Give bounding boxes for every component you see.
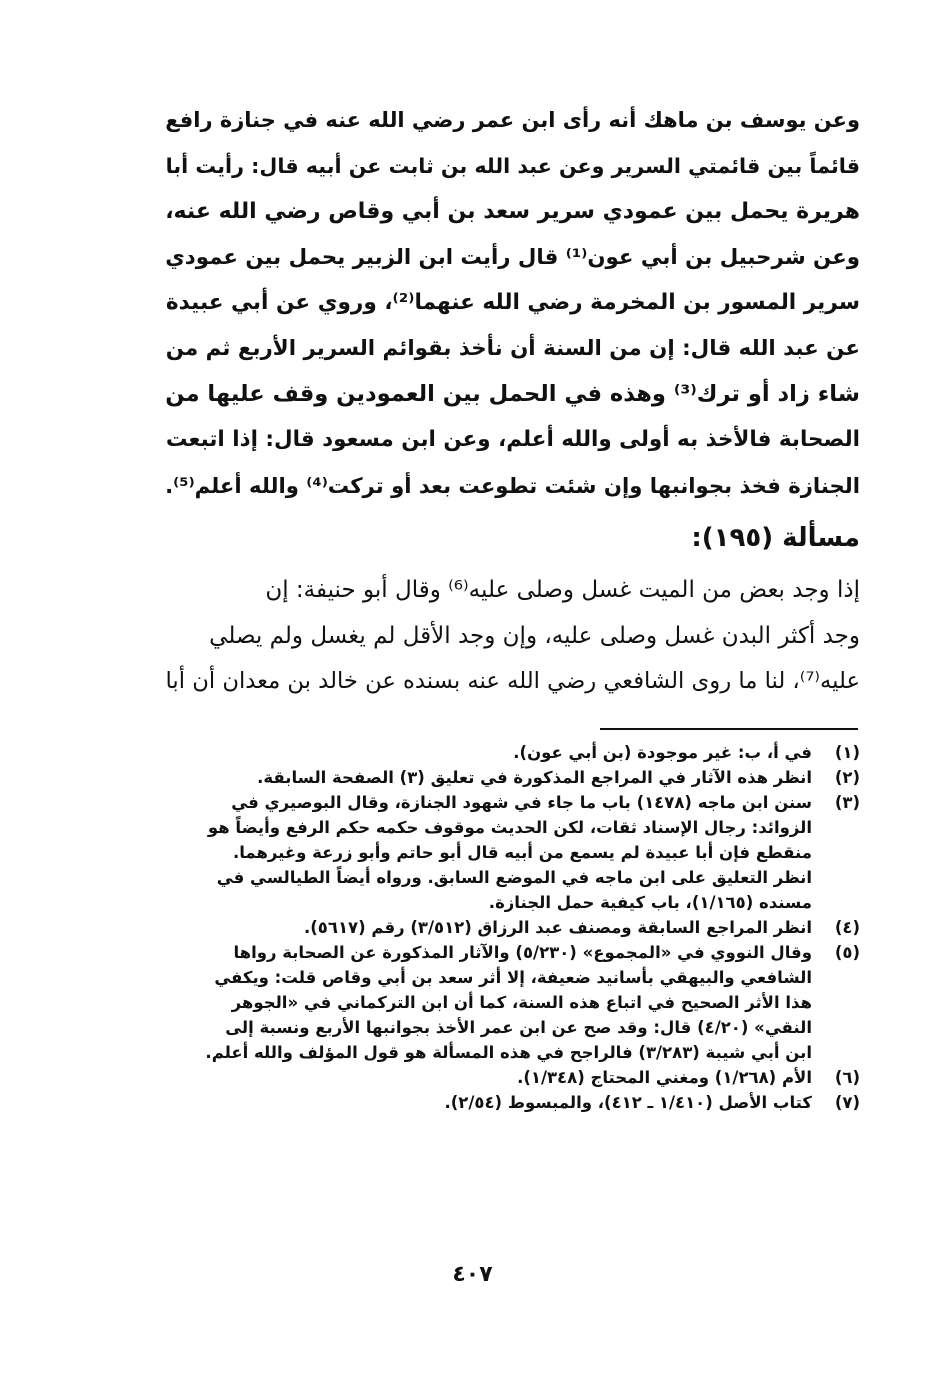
footnote-line: هذا الأثر الصحيح في اتباع هذه السنة، كما أن ابن التركماني في «الجوهر bbox=[231, 993, 812, 1012]
footnote bbox=[158, 1065, 860, 1090]
footnote bbox=[158, 765, 860, 790]
footnote-number: (٥) bbox=[834, 943, 860, 962]
text-line: قائماً بين قائمتي السرير وعن عبد الله بن ثابت عن أبيه قال: رأيت أبا bbox=[165, 153, 860, 178]
footnote-line: سنن ابن ماجه (١٤٧٨) باب ما جاء في شهود الجنازة، وقال البوصيري في bbox=[231, 793, 812, 812]
text-line: وجد أكثر البدن غسل وصلى عليه، وإن وجد الأقل لم يغسل ولم يصلي bbox=[209, 622, 860, 649]
footnote-line: انظر التعليق على ابن ماجه في الموضع السابق. ورواه أيضاً الطيالسي في bbox=[216, 868, 812, 887]
footnote bbox=[158, 740, 860, 765]
text-line: الصحابة فالأخذ به أولى والله أعلم، وعن ابن مسعود قال: إذا اتبعت bbox=[165, 427, 860, 453]
text-line: إذا وجد بعض من الميت غسل وصلى عليه⁽⁶⁾ وقال أبو حنيفة: إن bbox=[265, 577, 860, 603]
footnote bbox=[158, 915, 860, 940]
footnote-number: (٤) bbox=[834, 918, 860, 937]
footnote-line: النقي» (٤/٢٠) قال: وقد صح عن ابن عمر الأخذ بجوانبها الأربع ونسبة إلى bbox=[225, 1018, 812, 1037]
main-text bbox=[158, 98, 860, 508]
text-line: هريرة يحمل بين عمودي سرير سعد بن أبي وقاص رضي الله عنه، bbox=[165, 199, 860, 225]
footnote-line: وقال النووي في «المجموع» (٥/٢٣٠) والآثار المذكورة عن الصحابة رواها bbox=[233, 943, 812, 962]
text-line: الجنازة فخذ بجوانبها وإن شئت تطوعت بعد أو تركت⁽⁴⁾ والله أعلم⁽⁵⁾. bbox=[165, 472, 860, 498]
main-text-continued bbox=[158, 568, 860, 705]
footnote-line: ابن أبي شيبة (٣/٢٨٣) فالراجح في هذه المسألة هو قول المؤلف والله أعلم. bbox=[205, 1043, 812, 1062]
footnote-line: الأم (١/٢٦٨) ومغني المحتاج (١/٣٤٨). bbox=[517, 1068, 812, 1087]
footnotes bbox=[158, 740, 860, 1115]
footnote-line: انظر هذه الآثار في المراجع المذكورة في تعليق (٣) الصفحة السابقة. bbox=[257, 768, 812, 787]
text-line: وعن يوسف بن ماهك أنه رأى ابن عمر رضي الله عنه في جنازة رافع bbox=[165, 108, 860, 132]
footnote-number: (٦) bbox=[834, 1068, 860, 1087]
text-line: وعن شرحبيل بن أبي عون⁽¹⁾ قال رأيت ابن الزبير يحمل بين عمودي bbox=[165, 244, 860, 270]
footnote-line: منقطع فإن أبا عبيدة لم يسمع من أبيه قال أبو حاتم وأبو زرعة وغيرهما. bbox=[232, 843, 812, 862]
footnote-separator bbox=[600, 728, 858, 730]
text-line: عن عبد الله قال: إن من السنة أن نأخذ بقوائم السرير الأربع ثم من bbox=[165, 335, 860, 361]
footnote-number: (٣) bbox=[834, 793, 860, 812]
text-line: عليه⁽⁷⁾، لنا ما روى الشافعي رضي الله عنه بسنده عن خالد بن معدان أن أبا bbox=[165, 668, 860, 695]
footnote-number: (٢) bbox=[834, 768, 860, 787]
section-heading: مسألة (١٩٥): bbox=[691, 523, 860, 553]
footnote bbox=[158, 1090, 860, 1115]
footnote bbox=[158, 790, 860, 915]
footnote-line: انظر المراجع السابقة ومصنف عبد الرزاق (٣/٥١٢) رقم (٥٦١٧). bbox=[303, 918, 812, 937]
footnote-line: الشافعي والبيهقي بأسانيد ضعيفة، إلا أثر سعد بن أبي وقاص قلت: ويكفي bbox=[214, 968, 812, 987]
text-line: سرير المسور بن المخرمة رضي الله عنهما⁽²⁾، وروي عن أبي عبيدة bbox=[165, 290, 860, 316]
page-number: ٤٠٧ bbox=[452, 1262, 493, 1287]
footnote bbox=[158, 940, 860, 1065]
footnote-line: كتاب الأصل (١/٤١٠ ـ ٤١٢)، والمبسوط (٢/٥٤). bbox=[444, 1093, 812, 1112]
footnote-line: في أ، ب: غير موجودة (بن أبي عون). bbox=[513, 743, 812, 762]
text-line: شاء زاد أو ترك⁽³⁾ وهذه في الحمل بين العمودين وقف عليها من bbox=[165, 380, 860, 407]
footnote-number: (٧) bbox=[834, 1093, 860, 1112]
footnote-line: مسنده (١/١٦٥)، باب كيفية حمل الجنازة. bbox=[488, 893, 812, 912]
footnote-number: (١) bbox=[834, 743, 860, 762]
footnote-line: الزوائد: رجال الإسناد ثقات، لكن الحديث موقوف حكمه حكم الرفع وأيضاً هو bbox=[207, 818, 812, 837]
